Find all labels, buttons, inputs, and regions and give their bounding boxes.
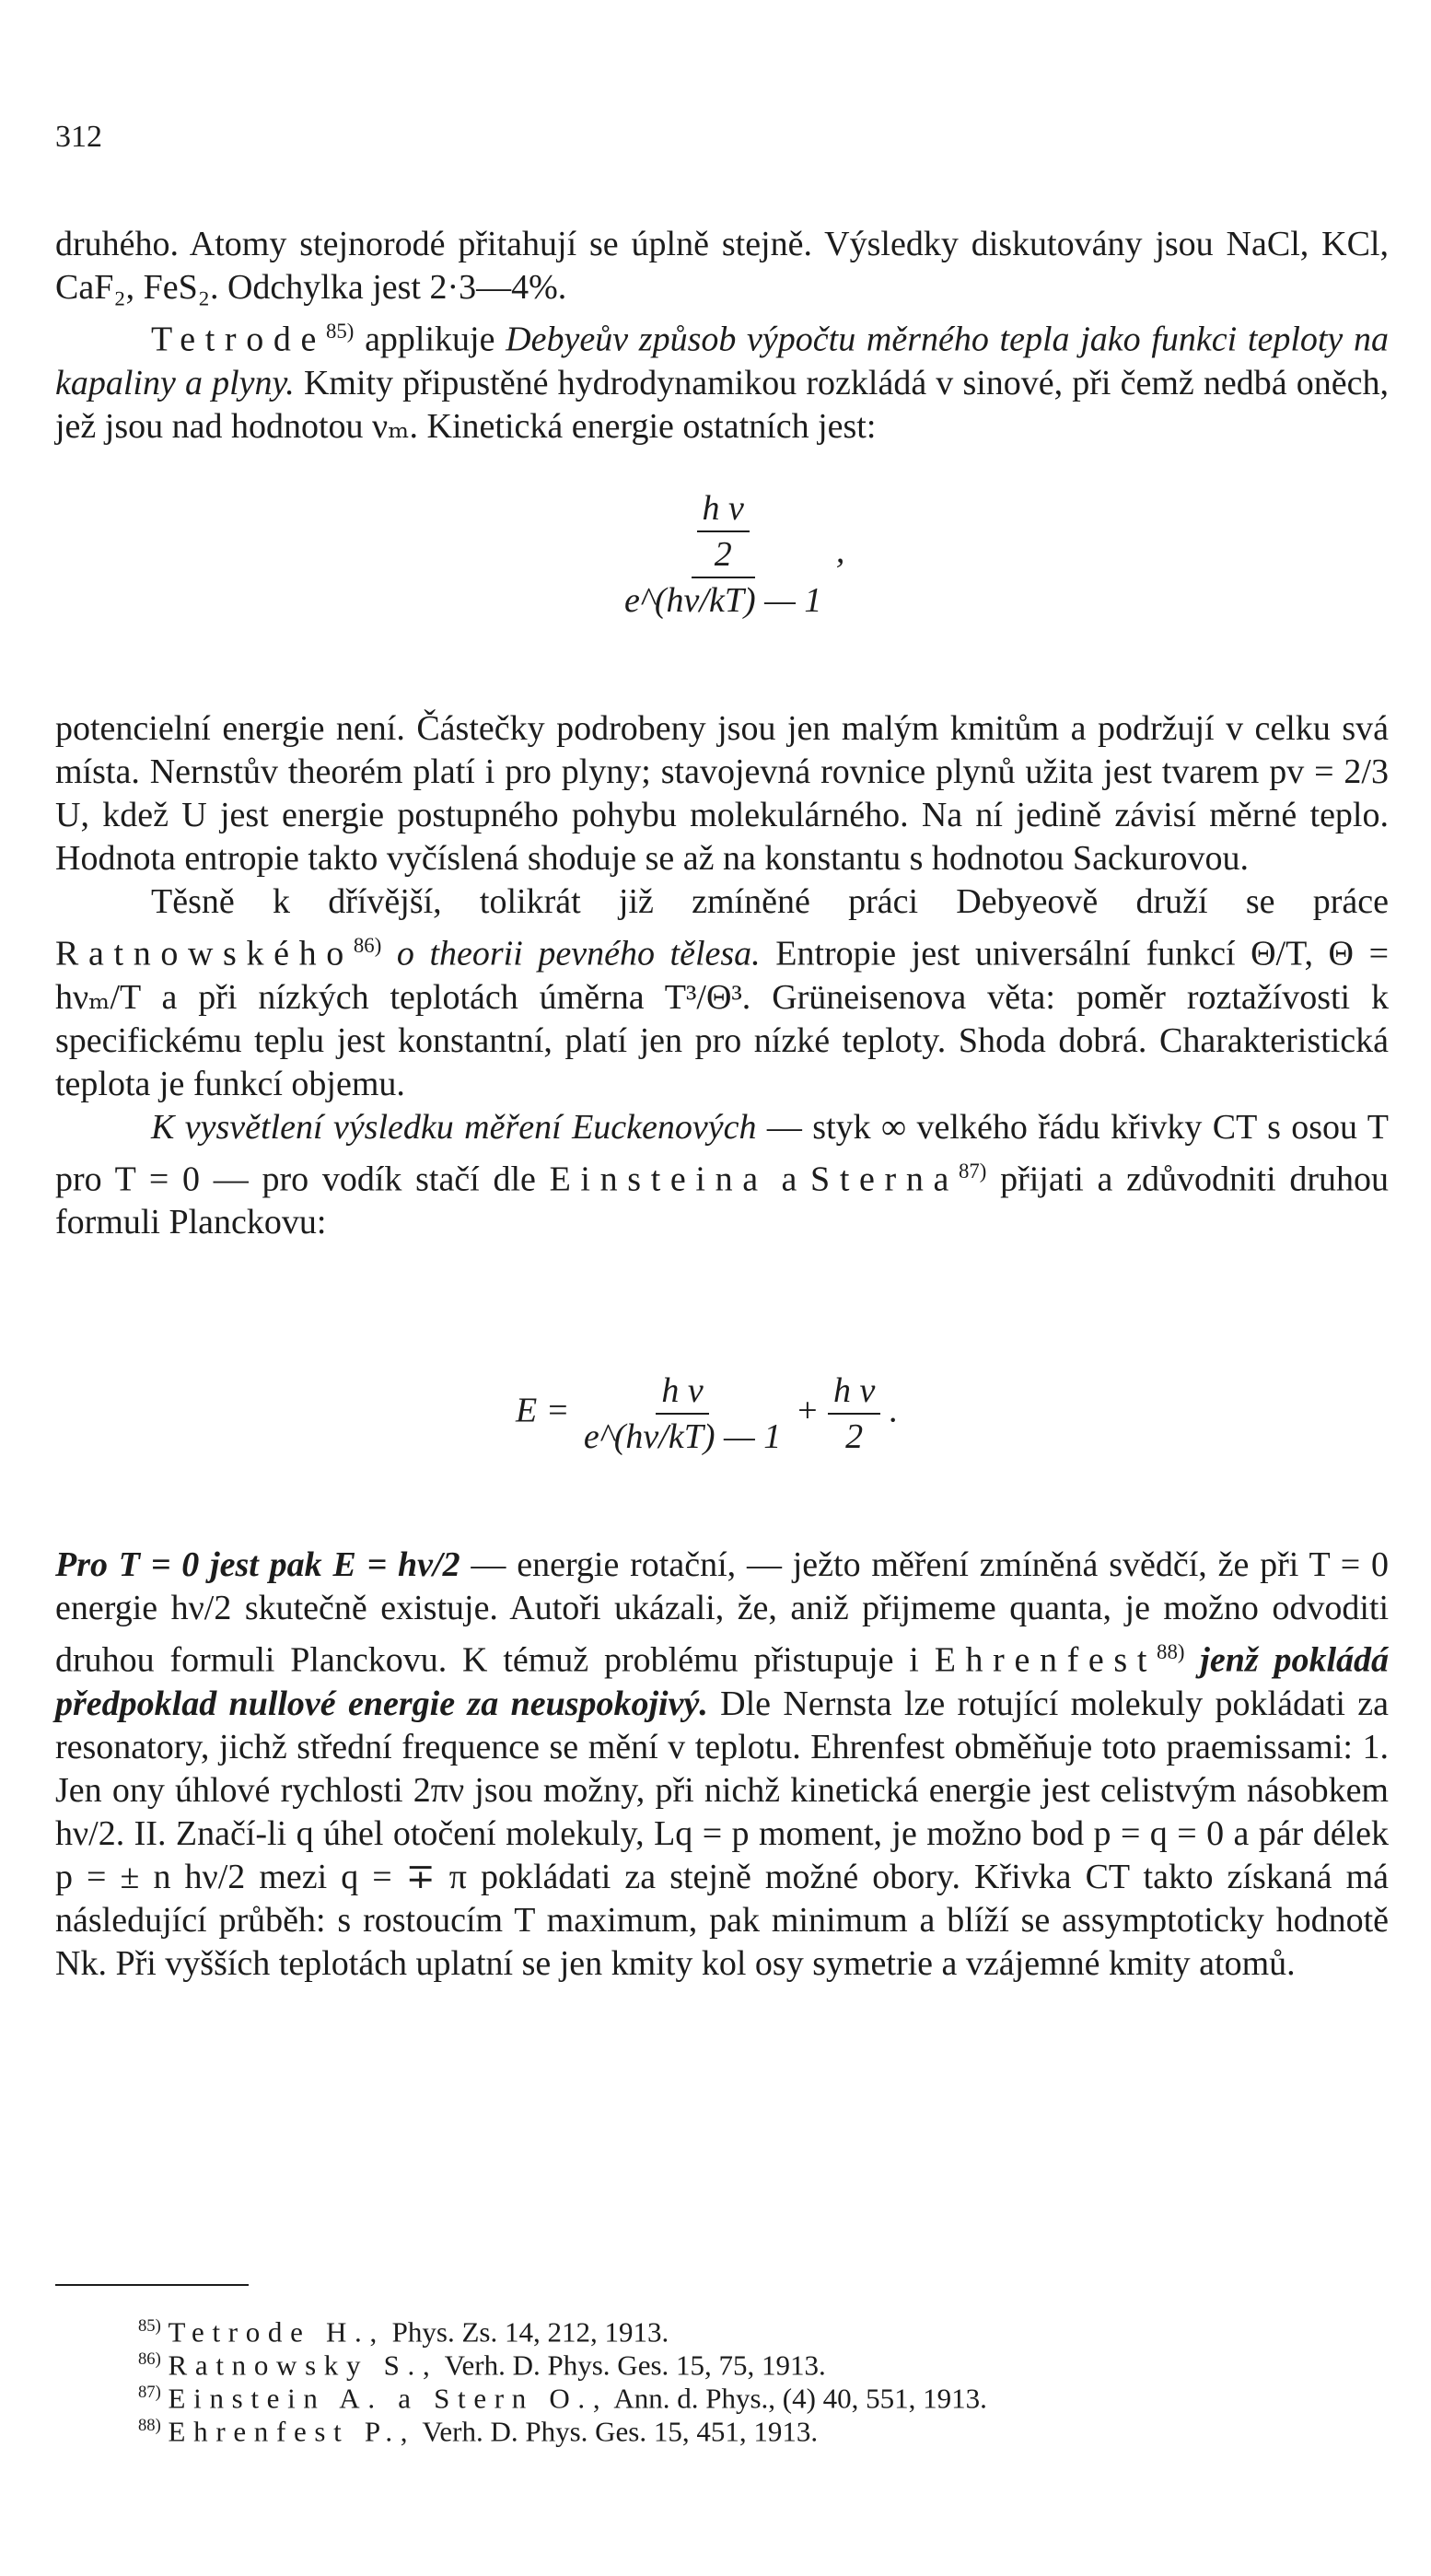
- eq1-num-top: h ν: [697, 488, 750, 532]
- author-ratnowsky: Ratnowského: [55, 934, 354, 973]
- para6-text-b: Dle Nernsta lze rotující molekuly pokládati za resonatory, jichž střední frequence se mění v teplotu. Ehrenfest obměňuje toto praemissami: 1. Jen ony úhlové rychlosti 2πν jsou možny, při nichž kinetická energie jest celistvým násobkem hν/2. II. Značí-li q úhel otočení molekuly, Lq = p moment, je možno bod p = q = 0 a pár délek p = ± n hν/2 mezi q = ∓ π pokládati za stejně možné obory. Křivka CT takto získaná má následující průběh: s rostoucím T maximum, pak minimum a blíží se assymptoticky hodnotě Nk. Při vyšších teplotách uplatní se jen kmity kol osy symetrie a vzájemné kmity atomů.: [55, 1684, 1389, 1983]
- eq2-den-2: 2: [845, 1417, 864, 1456]
- footnote-author: Ehrenfest P.,: [168, 2415, 416, 2448]
- eq2-num-2: h ν: [828, 1370, 880, 1415]
- author-ehrenfest: Ehrenfest: [934, 1640, 1158, 1680]
- footnote-author: Einstein A. a Stern O.,: [168, 2382, 609, 2415]
- footnote-mark: 87): [138, 2383, 161, 2402]
- footnote-author: Tetrode H.,: [168, 2315, 385, 2349]
- para2-text-a: applikuje: [354, 320, 506, 359]
- eq2-fraction-1: [578, 1370, 786, 1457]
- para2-italic: Debyeův způsob výpočtu měrného tepla jako funkci teploty na kapaliny a plyny.: [55, 320, 1389, 402]
- eq1-inner-fraction: [697, 488, 750, 575]
- eq2-tail: .: [889, 1391, 899, 1430]
- footnote-citation: Phys. Zs. 14, 212, 1913.: [384, 2315, 669, 2349]
- footnote-88: [138, 2409, 818, 2448]
- eq2-num-1: h ν: [656, 1370, 708, 1415]
- ref-88: 88): [1157, 1640, 1185, 1663]
- paragraph-2: [55, 309, 1389, 449]
- author-einstein: Einsteina: [549, 1160, 768, 1199]
- eq2-fraction-2: [828, 1370, 880, 1457]
- paragraph-5: [55, 1106, 1389, 1245]
- para6-italic-2: jenž pokládá předpoklad nullové energie za neuspokojivý.: [55, 1640, 1390, 1723]
- para5-italic: K vysvětlení výsledku měření Euckenových: [151, 1107, 757, 1147]
- eq2-den-1: e^(hν/kT) — 1: [583, 1417, 782, 1456]
- eq1-denominator: e^(hν/kT) — 1: [624, 581, 822, 620]
- footnote-divider: [55, 2284, 249, 2286]
- para2-text-b: Kmity připustěné hydrodynamikou rozkládá v sinové, při čemž nedbá oněch, jež jsou nad hodnotou νₘ. Kinetická energie ostatních jest:: [55, 363, 1389, 446]
- paragraph-6: [55, 1544, 1389, 1986]
- eq2-lhs: E =: [516, 1391, 570, 1430]
- ref-87: 87): [958, 1159, 987, 1183]
- page-number: 312: [55, 120, 102, 154]
- ref-86: 86): [353, 934, 382, 957]
- text-block-middle: [55, 707, 1389, 1244]
- para4-text-a: Těsně k dřívější, tolikrát již zmíněné práci Debyeově druží se práce: [151, 882, 1389, 921]
- equation-1: [619, 488, 844, 621]
- eq1-num-bottom: 2: [714, 535, 732, 574]
- eq1-numerator: [692, 488, 755, 578]
- text-block-top: [55, 223, 1389, 449]
- equation-2: [516, 1370, 898, 1457]
- ref-85: 85): [325, 320, 355, 343]
- footnote-citation: Verh. D. Phys. Ges. 15, 451, 1913.: [415, 2415, 819, 2448]
- author-stern: Sterna: [810, 1160, 959, 1199]
- footnote-mark: 85): [138, 2316, 161, 2336]
- paragraph-3: potencielní energie není. Částečky podrobeny jsou jen malým kmitům a podržují v celku svá místa. Nernstův theorém platí i pro plyny; stavojevná rovnice plynů užita jest tvarem pv = 2/3 U, kdež U jest energie postupného pohybu molekulárného. Na ní jedině závisí měrné teplo. Hodnota entropie takto vyčíslená shoduje se až na konstantu s hodnotou Sackurovou.: [55, 709, 1389, 878]
- eq1-fraction: [619, 488, 827, 621]
- para6-italic: Pro T = 0 jest pak E = hν/2: [55, 1545, 460, 1584]
- eq2-plus: +: [795, 1391, 820, 1430]
- footnote-citation: Verh. D. Phys. Ges. 15, 75, 1913.: [437, 2349, 826, 2382]
- paragraph-1: druhého. Atomy stejnorodé přitahují se úplně stejně. Výsledky diskutovány jsou NaCl, KCl, CaF₂, FeS₂. Odchylka jest 2·3—4%.: [55, 225, 1389, 307]
- footnote-citation: Ann. d. Phys., (4) 40, 551, 1913.: [608, 2382, 987, 2415]
- para5-text-a: — styk ∞ velkého řádu křivky CT s osou T pro T = 0 — pro vodík stačí dle: [55, 1107, 1389, 1199]
- para4-italic: o theorii pevného tělesa.: [381, 934, 761, 973]
- para4-text-b: Entropie jest universální funkcí Θ/T, Θ = hνₘ/T a při nízkých teplotách úměrna T³/Θ³. Grüneisenova věta: poměr roztažívosti k specifickému teplu jest konstantní, platí jen pro nízké teploty. Shoda dobrá. Charakteristická teplota je funkcí objemu.: [55, 934, 1390, 1103]
- footnote-mark: 88): [138, 2416, 161, 2435]
- para6-text-a: — energie rotační, — ježto měření zmíněná svědčí, že při T = 0 energie hν/2 skutečně existuje. Autoři ukázali, že, aniž přijmeme quanta, je možno odvoditi druhou formuli Planckovu. K témuž problému přistupuje i: [55, 1545, 1389, 1680]
- para5-and: a: [767, 1160, 811, 1199]
- para5-text-b: přijati a zdůvodniti druhou formuli Planckovu:: [55, 1160, 1390, 1242]
- footnote-mark: 86): [138, 2349, 161, 2369]
- eq1-tail: ,: [835, 531, 845, 571]
- text-block-bottom: [55, 1544, 1389, 1986]
- footnote-author: Ratnowsky S.,: [168, 2349, 438, 2382]
- paragraph-4: [55, 880, 1389, 1106]
- author-tetrode: Tetrode: [151, 320, 326, 359]
